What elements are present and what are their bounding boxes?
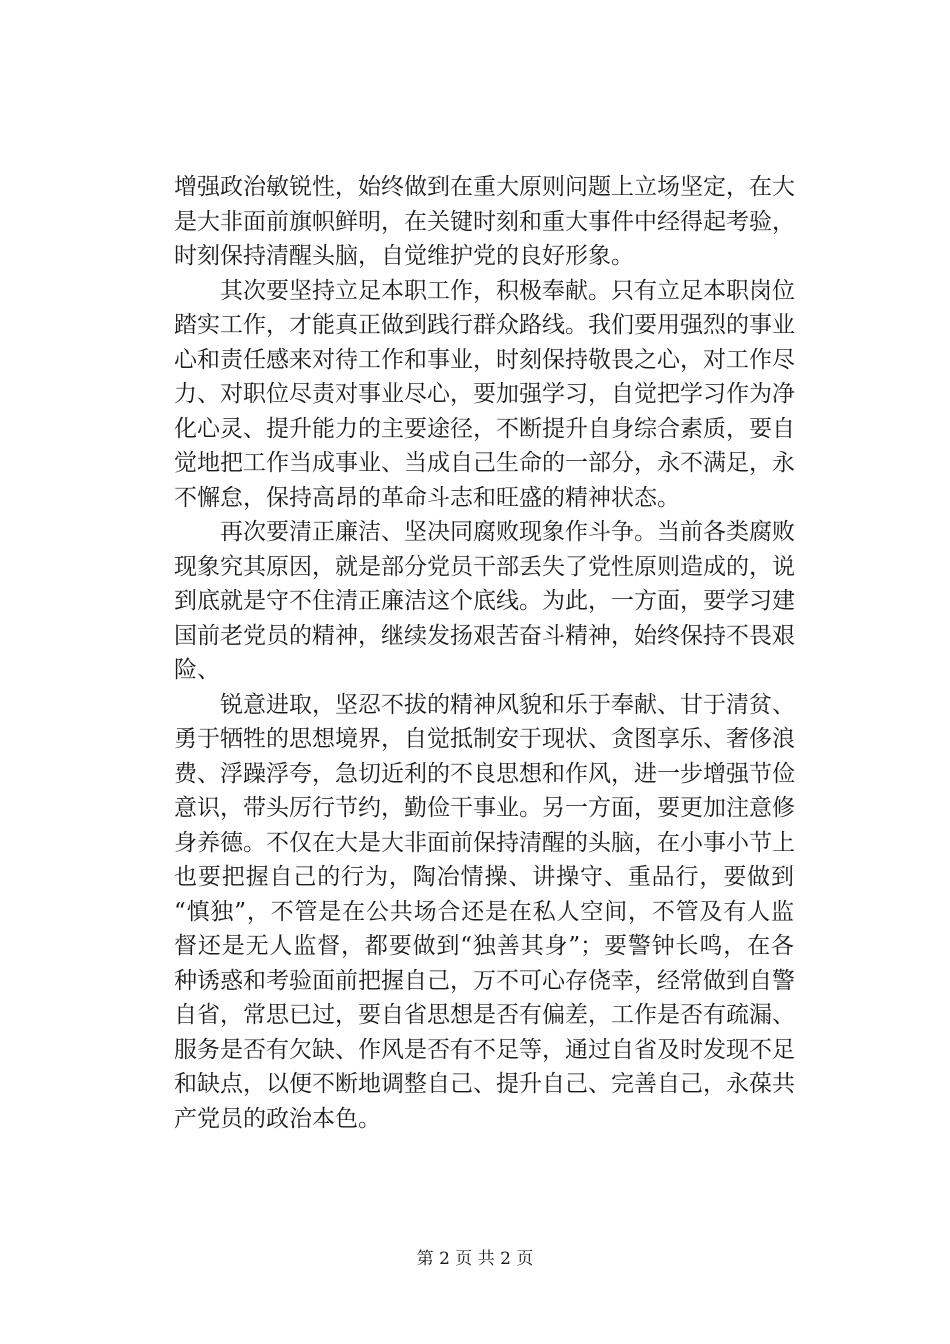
text-line: 费、浮躁浮夸，急切近利的不良思想和作风，进一步增强节俭 [174,760,795,787]
text-line: 种诱惑和考验面前把握自己，万不可心存侥幸，经常做到自警 [174,967,795,994]
text-line: 服务是否有欠缺、作风是否有不足等，通过自省及时发现不足 [174,1036,795,1063]
text-line: 不懈怠，保持高昂的革命斗志和旺盛的精神状态。 [174,484,680,511]
text-line: 勇于牺牲的思想境界，自觉抵制安于现状、贪图享乐、奢侈浪 [174,726,795,752]
page-footer: 第 2 页 共 2 页 [416,1249,534,1269]
text-line: 再次要清正廉洁、坚决同腐败现象作斗争。当前各类腐败 [174,519,795,545]
text-line: 增强政治敏锐性，始终做到在重大原则问题上立场坚定，在大 [174,174,795,200]
text-line: 力、对职位尽责对事业尽心，要加强学习，自觉把学习作为净 [174,381,795,407]
text-line: 其次要坚持立足本职工作，积极奉献。只有立足本职岗位 [174,277,795,304]
text-line: 也要把握自己的行为，陶冶情操、讲操守、重品行，要做到 [174,864,794,890]
text-line: 和缺点，以便不断地调整自己、提升自己、完善自己，永葆共 [174,1071,795,1097]
text-line: 督还是无人监督，都要做到“独善其身”；要警钟长鸣，在各 [174,933,794,959]
text-line: 是大非面前旗帜鲜明，在关键时刻和重大事件中经得起考验， [174,208,795,235]
text-line: 时刻保持清醒头脑，自觉维护党的良好形象。 [174,243,634,269]
text-line: 国前老党员的精神，继续发扬艰苦奋斗精神，始终保持不畏艰 [174,622,795,649]
text-line: 心和责任感来对待工作和事业，时刻保持敬畏之心，对工作尽 [174,346,795,373]
text-line: 到底就是守不住清正廉洁这个底线。为此，一方面，要学习建 [174,588,795,614]
text-line: 险、 [174,657,220,683]
text-line: 化心灵、提升能力的主要途径，不断提升自身综合素质，要自 [174,415,795,442]
text-line: 踏实工作，才能真正做到践行群众路线。我们要用强烈的事业 [174,312,795,338]
document-body [174,170,794,1136]
text-line: 现象究其原因，就是部分党员干部丢失了党性原则造成的，说 [174,553,795,580]
text-line: 身养德。不仅在大是大非面前保持清醒的头脑，在小事小节上 [174,829,795,856]
text-line: 自省，常思已过，要自省思想是否有偏差，工作是否有疏漏、 [174,1002,795,1028]
text-line: 锐意进取，坚忍不拔的精神风貌和乐于奉献、甘于清贫、 [174,691,795,718]
text-line: 觉地把工作当成事业、当成自己生命的一部分，永不满足，永 [174,450,795,476]
text-line: 产党员的政治本色。 [174,1105,381,1132]
text-line: 意识，带头厉行节约，勤俭干事业。另一方面，要更加注意修 [174,795,795,821]
text-line: “慎独”，不管是在公共场合还是在私人空间，不管及有人监 [174,898,794,925]
